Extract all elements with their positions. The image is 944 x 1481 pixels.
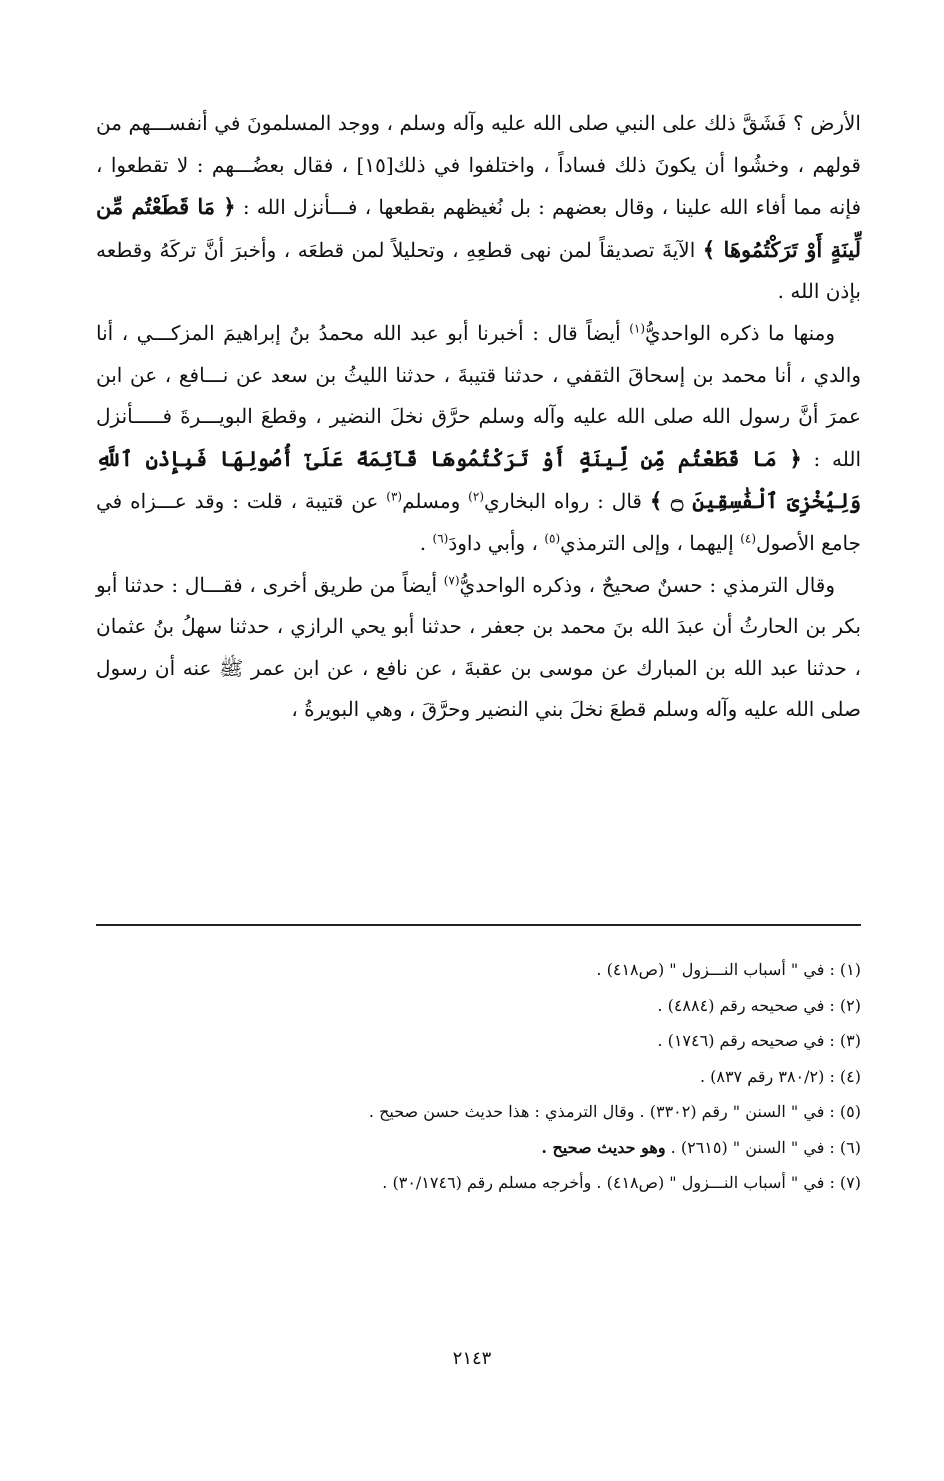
- footnote-3: (٣) : في صحيحه رقم (١٧٤٦) .: [657, 1031, 861, 1050]
- main-text: [96, 103, 861, 731]
- text-run: ومنها ما ذكره الواحديُّ: [645, 320, 836, 345]
- footnote-ref: (١): [629, 321, 646, 336]
- footnote-ref: (٣): [386, 489, 403, 504]
- footnote-6: [96, 1130, 861, 1166]
- footnotes: [96, 952, 861, 1201]
- footnote-1: (١) : في " أسباب النـــزول " (ص٤١٨) .: [596, 960, 861, 979]
- text-run: أيضاً من طريق أخرى ، فقـــال : حدثنا أبو بكر بن الحارثُ أن عبدَ الله بنَ محمد بن جعفر ، حدثنا أبو يحي الرازي ، حدثنا سهلُ بنُ عثمان ، حدثنا عبد الله بن المبارك عن موسى بن عقبةَ ، عن نافع ، عن ابن عمر ﷺ عنه أن رسول صلى الله عليه وآله وسلم قطعَ نخلَ بني النضير وحرَّقَ ، وهي البويرةُ ،: [96, 572, 861, 722]
- text-run: ، وأبي داودَ: [448, 530, 538, 555]
- text-run: قال : رواه البخاري: [484, 489, 642, 514]
- footnote-emphasis: وهو حديث صحيح .: [541, 1137, 666, 1157]
- paragraph-3: [96, 565, 861, 731]
- quran-verse: ﴿ مَا قَطَعْتُم مِّن لِّينَةٍ أَوْ تَرَكْتُمُوهَا ﴾: [96, 194, 861, 262]
- text-run: .: [419, 530, 427, 555]
- text-run: الأرض ؟ فَشَقَّ ذلك على النبي صلى الله عليه وآله وسلم ، ووجد المسلمونَ في أنفســـهم من قولهم ، وخشُوا أن يكونَ ذلك فساداً ، واختلفوا في ذلك[١٥] ، فقال بعضُـــهم : لا تقطعوا ، فإنه مما أفاء الله علينا ، وقال بعضهم : بل نُغيظهم بقطعها ، فـــأنزل الله :: [96, 111, 861, 220]
- footnote-2: (٢) : في صحيحه رقم (٤٨٨٤) .: [657, 995, 861, 1015]
- text-run: الآيةَ تصديقاً لمن نهى قطعِهِ ، وتحليلاً لمن قطعَه ، وأخبرَ أنَّ تركَهُ وقطعه بإذن الله .: [96, 237, 861, 304]
- text-run: وقال الترمذي : حسنٌ صحيحٌ ، وذكره الواحديُّ: [459, 572, 835, 597]
- footnote-ref: (٦): [432, 531, 449, 546]
- footnote-4: (٤) : (٣٨٠/٢ رقم ٨٣٧) .: [699, 1066, 861, 1086]
- text-run: أيضاً قال : أخبرنا أبو عبد الله محمدُ بنُ إبراهيمَ المزكـــي ، أنا والدي ، أنا محمد بن إسحاقَ الثقفي ، حدثنا قتيبةَ ، حدثنا الليثُ بن سعد عن نـــافع ، عن ابن عمرَ أنَّ رسول الله صلى الله عليه وآله وسلم حرَّق نخلَ النضير ، وقطعَ البويـــرةَ فـــــأنزل الله :: [96, 320, 862, 471]
- text-run: عن قتيبة ، قلت : وقد عـــزاه في جامع الأصول: [96, 489, 861, 555]
- footnote-ref: (٥): [544, 531, 561, 546]
- page-number: ٢١٤٣: [452, 1348, 492, 1369]
- footnote-separator: [96, 924, 861, 926]
- paragraph-1: [96, 103, 861, 313]
- text-run: ومسلم: [402, 489, 461, 514]
- footnote-5: (٥) : في " السنن " رقم (٣٣٠٢) . وقال الترمذي : هذا حديث حسن صحيح .: [368, 1102, 861, 1121]
- paragraph-2: [96, 313, 861, 565]
- text-run: إليهما ، وإلى الترمذي: [560, 530, 734, 555]
- footnote-ref: (٧): [443, 572, 460, 587]
- quran-verse: ﴿ مَا قَطَعْتُم مِّن لِّينَةٍ أَوْ تَرَكْتُمُوهَا قَآئِمَةً عَلَىٰٓ أُصُولِهَا فَبِإِذْنِ ٱللَّهِ وَلِيُخْزِىَ ٱلْفَٰسِقِينَ ۝ ﴾: [96, 445, 862, 514]
- footnote-text: (٦) : في " السنن " (٢٦١٥) .: [670, 1137, 861, 1157]
- footnote-7: (٧) : في " أسباب النـــزول " (ص٤١٨) . وأخرجه مسلم رقم (٣٠/١٧٤٦) .: [382, 1173, 861, 1192]
- footnote-ref: (٢): [468, 489, 484, 504]
- footnote-ref: (٤): [740, 531, 757, 546]
